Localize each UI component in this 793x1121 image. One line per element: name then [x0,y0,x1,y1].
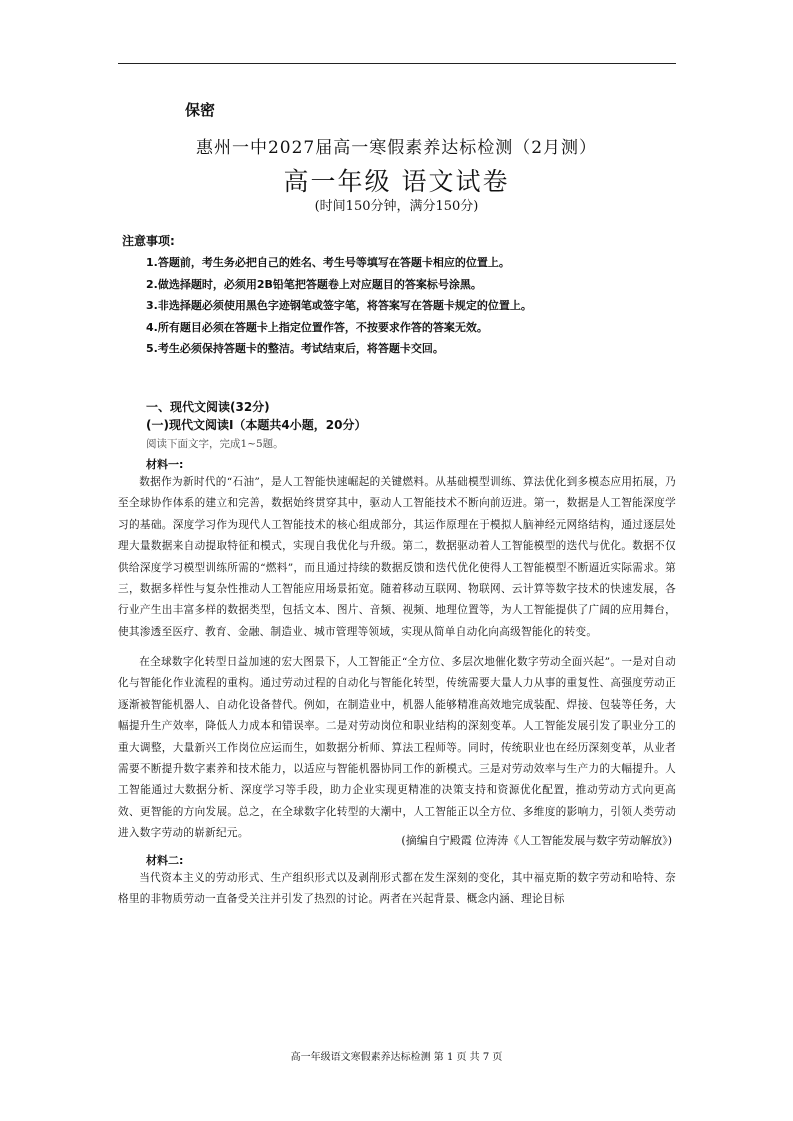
notice-item: 4.所有题目必须在答题卡上指定位置作答，不按要求作答的答案无效。 [146,320,488,334]
section-title: 一、现代文阅读(32分) [146,400,270,414]
notice-item: 3.非选择题必须使用黑色字迹钢笔或签字笔，将答案写在答题卡规定的位置上。 [146,299,532,312]
section-subtitle: (一)现代文阅读Ⅰ（本题共4小题，20分） [146,418,367,432]
paper-title: 高一年级 语文试卷 [283,167,510,196]
material-2-paragraph-1: 当代资本主义的劳动形式、生产组织形式以及剥削形式都在发生深刻的变化，其中福克斯的数字劳动和哈特、奈格里的非物质劳动一直备受关注并引发了热烈的讨论。两者在兴起背景、概念内涵、理论目标 [118,872,676,906]
material-2-label: 材料二: [146,854,184,867]
page-footer: 高一年级语文寒假素养达标检测 第 1 页 共 7 页 [290,1052,503,1063]
notice-item: 1.答题前，考生务必把自己的姓名、考生号等填写在答题卡相应的位置上。 [146,256,510,269]
material-1-paragraph-2: 在全球数字化转型日益加速的宏大图景下，人工智能正“全方位、多层次地催化数字劳动全面兴起”。一是对自动化与智能化作业流程的重构。通过劳动过程的自动化与智能化转型，传统需要大量人力从事的重复性、高强度劳动正逐渐被智能机器人、自动化设备替代。例如，在制造业中，机器人能够精准高效地完成装配、焊接、包装等任务，大幅提升生产效率，降低人力成本和错误率。二是对劳动岗位和职业结构的深刻变革。人工智能发展引发了职业分工的重大调整，大量新兴工作岗位应运而生，如数据分析师、算法工程师等。同时，传统职业也在经历深刻变革，从业者需要不断提升数字素养和技术能力，以适应与智能机器协同工作的新模式。三是对劳动效率与生产力的大幅提升。人工智能通过大数据分析、深度学习等手段，助力企业实现更精准的决策支持和资源优化配置，推动劳动方式向更高效、更智能的方向发展。总之，在全球数字化转型的大潮中，人工智能正以全方位、多维度的影响力，引领人类劳动进入数字劳动的崭新纪元。 [118,656,676,840]
notice-heading: 注意事项: [122,234,175,248]
exam-title: 惠州一中2027届高一寒假素养达标检测（2月测） [195,138,598,158]
material-1-label: 材料一: [146,458,184,471]
section-instruction: 阅读下面文字，完成1~5题。 [146,438,284,450]
header-rule [118,63,676,64]
secret-label: 保密 [185,101,216,119]
notice-item: 2.做选择题时，必须用2B铅笔把答题卷上对应题目的答案标号涂黑。 [146,277,482,291]
notice-list [146,252,532,360]
material-1-source: (摘编自宁殿霞 位涛涛《人工智能发展与数字劳动解放》) [401,834,672,847]
paper-subtitle: (时间150分钟，满分150分) [314,199,479,214]
notice-item: 5.考生必须保持答题卡的整洁。考试结束后，将答题卡交回。 [146,342,444,355]
material-1-paragraph-1: 数据作为新时代的“石油”，是人工智能快速崛起的关键燃料。从基础模型训练、算法优化到多模态应用拓展，乃至全球协作体系的建立和完善，数据始终贯穿其中，驱动人工智能技术不断向前迈进。第一，数据是人工智能深度学习的基础。深度学习作为现代人工智能技术的核心组成部分，其运作原理在于模拟人脑神经元网络结构，通过逐层处理大量数据来自动提取特征和模式，实现自我优化与升级。第二，数据驱动着人工智能模型的迭代与优化。数据不仅供给深度学习模型训练所需的“燃料”，而且通过持续的数据反馈和迭代优化使得人工智能模型不断逼近实际需求。第三，数据多样性与复杂性推动人工智能应用场景拓宽。随着移动互联网、物联网、云计算等数字技术的快速发展，各行业产生出丰富多样的数据类型，包括文本、图片、音频、视频、地理位置等，为人工智能提供了广阔的应用舞台，使其渗透至医疗、教育、金融、制造业、城市管理等领域，实现从简单自动化向高级智能化的转变。 [118,476,676,638]
